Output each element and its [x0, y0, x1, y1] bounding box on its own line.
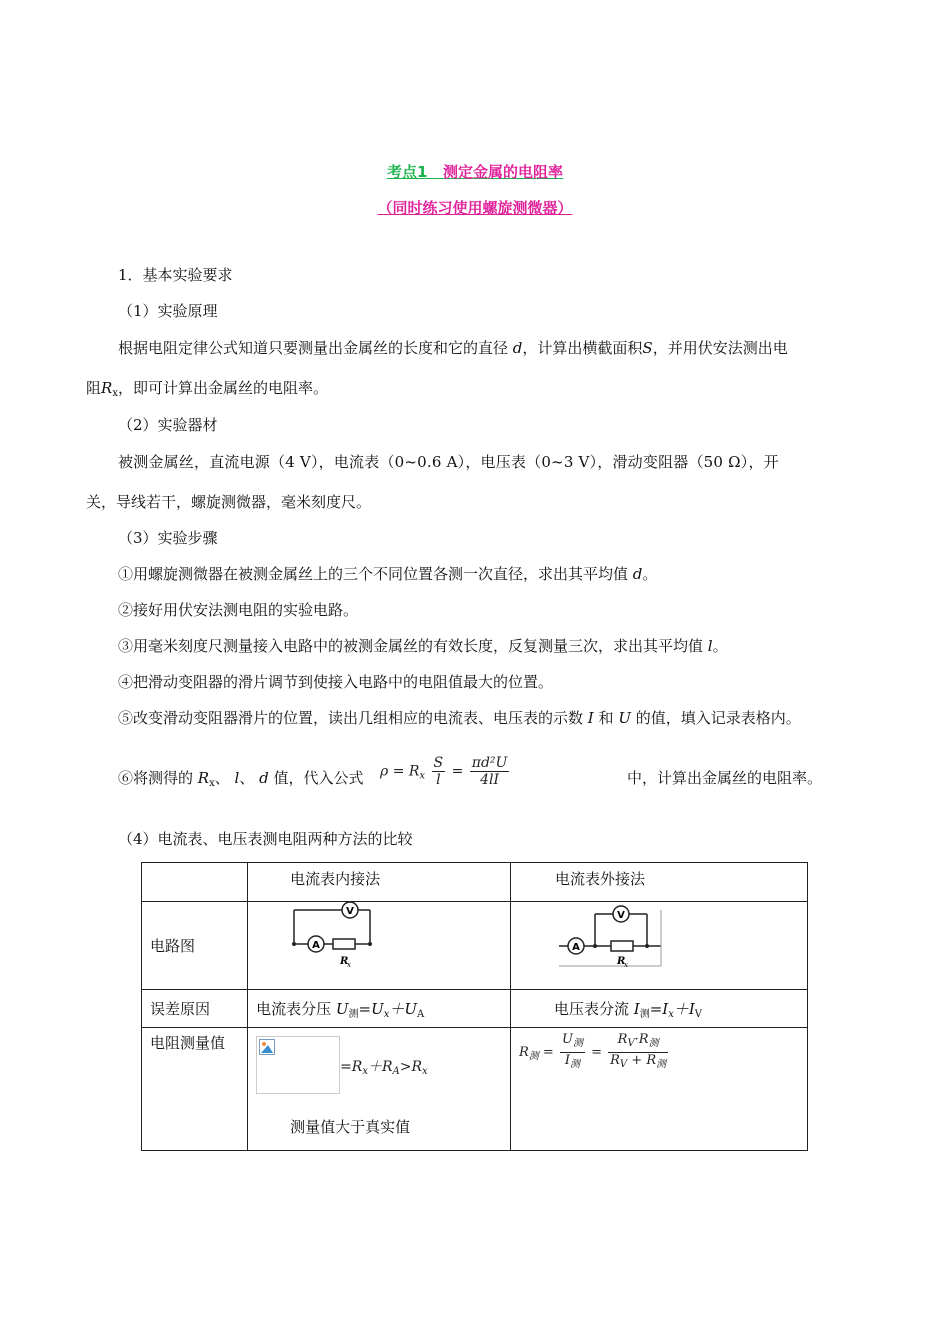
principle-line-1: 根据电阻定律公式知道只要测量出金属丝的长度和它的直径 d，计算出横截面积S，并用伏安法测出电 — [118, 339, 788, 357]
inner-value-formula: $=R_x+R_A>R_x$ — [340, 1059, 428, 1077]
table-row — [142, 1028, 808, 1151]
comparison-table — [141, 862, 808, 1151]
step-1: ①用螺旋测微器在被测金属丝上的三个不同位置各测一次直径，求出其平均值 d。 — [118, 565, 658, 583]
equipment-line-2: 关，导线若干，螺旋测微器，毫米刻度尺。 — [86, 493, 372, 511]
step-6: ⑥将测得的 $R_x$、 l、 d 值，代入公式 — [118, 769, 364, 789]
step-5: ⑤改变滑动变阻器滑片的位置，读出几组相应的电流表、电压表的示数 I 和 U 的值，填入记录表格内。 — [118, 709, 801, 727]
resistor-label: R — [340, 956, 349, 967]
heading-principle: （1）实验原理 — [118, 302, 218, 320]
table-row — [142, 990, 808, 1028]
label-measured-value: 电阻测量值 — [142, 1028, 248, 1151]
label-error: 误差原因 — [142, 990, 248, 1028]
header-inner-method: 电流表内接法 — [248, 863, 511, 902]
inner-value-note: 测量值大于真实值 — [290, 1118, 411, 1136]
ammeter-label: A — [312, 940, 320, 951]
heading-comparison: （4）电流表、电压表测电阻两种方法的比较 — [118, 830, 413, 848]
broken-image-placeholder — [256, 1036, 340, 1094]
principle-line-2: 阻$R_x$，即可计算出金属丝的电阻率。 — [86, 379, 328, 399]
heading-basic-requirements: 1．基本实验要求 — [118, 266, 233, 284]
outer-value-formula: $R_测$ = $\frac{U_测}{I_测}$ = $\frac{R_V\cdot R_测}{R_V + R_测}$ — [518, 1032, 667, 1070]
resistor-subscript: x — [623, 961, 628, 969]
voltmeter-label: V — [617, 910, 625, 921]
resistivity-formula: $\rho = R_x$ $\frac{S}{l}$ = $\frac{\text{πd²U}}{4lI}$ — [380, 755, 508, 788]
kaodian-label: 考点1 — [386, 163, 428, 181]
header-outer-method: 电流表外接法 — [510, 863, 807, 902]
resistor-label: R — [616, 956, 626, 967]
outer-circuit-diagram — [519, 902, 799, 982]
subtitle: （同时练习使用螺旋测微器） — [377, 199, 573, 217]
error-outer: 电压表分流 $I_测=I_x+I_V$ — [510, 990, 807, 1028]
equipment-line-1: 被测金属丝，直流电源（4 V），电流表（0~0.6 A），电压表（0~3 V），滑动变阻器（50 Ω），开 — [118, 453, 779, 471]
outer-circuit-cell — [510, 902, 807, 990]
label-circuit: 电路图 — [142, 902, 248, 990]
topic-title: 测定金属的电阻率 — [443, 163, 564, 181]
step-3: ③用毫米刻度尺测量接入电路中的被测金属丝的有效长度，反复测量三次，求出其平均值 l。 — [118, 637, 728, 655]
step-4: ④把滑动变阻器的滑片调节到使接入电路中的电阻值最大的位置。 — [118, 673, 554, 691]
resistor-subscript: x — [347, 961, 352, 969]
step-6-tail: 中，计算出金属丝的电阻率。 — [627, 769, 823, 787]
value-inner — [248, 1028, 511, 1151]
heading-steps: （3）实验步骤 — [118, 529, 218, 547]
step-2: ②接好用伏安法测电阻的实验电路。 — [118, 601, 359, 619]
inner-circuit-diagram — [256, 902, 496, 982]
image-icon — [259, 1039, 275, 1055]
heading-equipment: （2）实验器材 — [118, 416, 218, 434]
table-row — [142, 863, 808, 902]
voltmeter-label: V — [346, 906, 354, 917]
section-title — [0, 161, 950, 182]
table-cell-empty — [142, 863, 248, 902]
ammeter-label: A — [572, 942, 580, 953]
inner-circuit-cell — [248, 902, 511, 990]
table-row — [142, 902, 808, 990]
value-outer — [510, 1028, 807, 1151]
error-inner: 电流表分压 $U_测=U_x+U_A$ — [248, 990, 511, 1028]
